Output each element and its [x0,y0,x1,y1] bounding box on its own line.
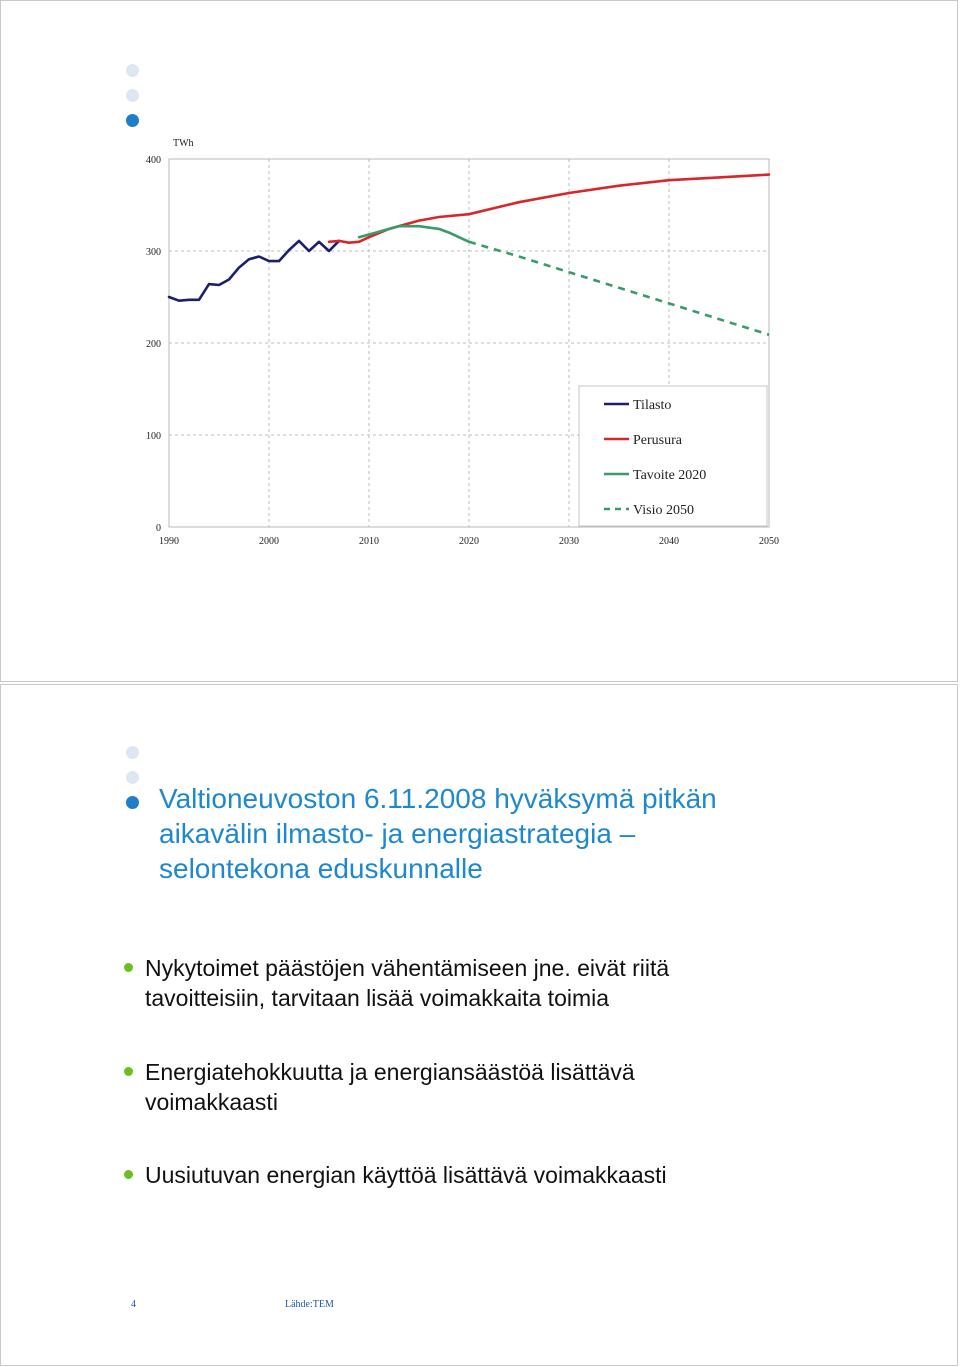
x-tick-label: 2010 [359,536,379,547]
bullet-line: voimakkaasti [145,1089,278,1115]
x-tick-label: 2040 [659,536,679,547]
page-number: 4 [131,1299,136,1310]
bullet-icon [124,1170,133,1179]
energy-chart [1,1,959,683]
y-tick-label: 400 [146,155,161,166]
decor-dot-icon [126,771,139,784]
bullet-icon [124,1067,133,1076]
y-tick-label: 0 [156,523,161,534]
legend-label: Perusura [633,433,682,448]
y-tick-label: 200 [146,339,161,350]
bullet-icon [124,963,133,972]
bullet-line: Uusiutuvan energian käyttöä lisättävä voimakkaasti [145,1162,667,1188]
slide-strategy [0,684,958,1366]
y-tick-label: 100 [146,431,161,442]
decor-dot-icon [126,746,139,759]
legend-label: Tilasto [633,398,672,413]
x-tick-label: 2030 [559,536,579,547]
bullet-item [145,1057,865,1117]
title-line: selontekona eduskunnalle [159,853,483,884]
bullet-item [145,953,865,1013]
bullet-line: Nykytoimet päästöjen vähentämiseen jne. eivät riitä [145,955,670,981]
y-axis-unit-label: TWh [173,138,194,149]
legend-label: Tavoite 2020 [633,468,707,483]
bullet-line: Energiatehokkuutta ja energiansäästöä lisättävä [145,1059,635,1085]
bullet-item [145,1160,865,1190]
source-label: Lähde:TEM [285,1299,334,1310]
decor-dot-icon [126,796,139,809]
x-tick-label: 2050 [759,536,779,547]
x-tick-label: 1990 [159,536,179,547]
title-line: Valtioneuvoston 6.11.2008 hyväksymä pitkän [159,783,717,814]
bullet-line: tavoitteisiin, tarvitaan lisää voimakkaita toimia [145,985,610,1011]
y-tick-label: 300 [146,247,161,258]
title-line: aikavälin ilmasto- ja energiastrategia – [159,818,636,849]
x-tick-label: 2020 [459,536,479,547]
slide-chart [0,0,958,682]
legend-label: Visio 2050 [633,503,694,518]
x-tick-label: 2000 [259,536,279,547]
slide-title [159,781,859,886]
